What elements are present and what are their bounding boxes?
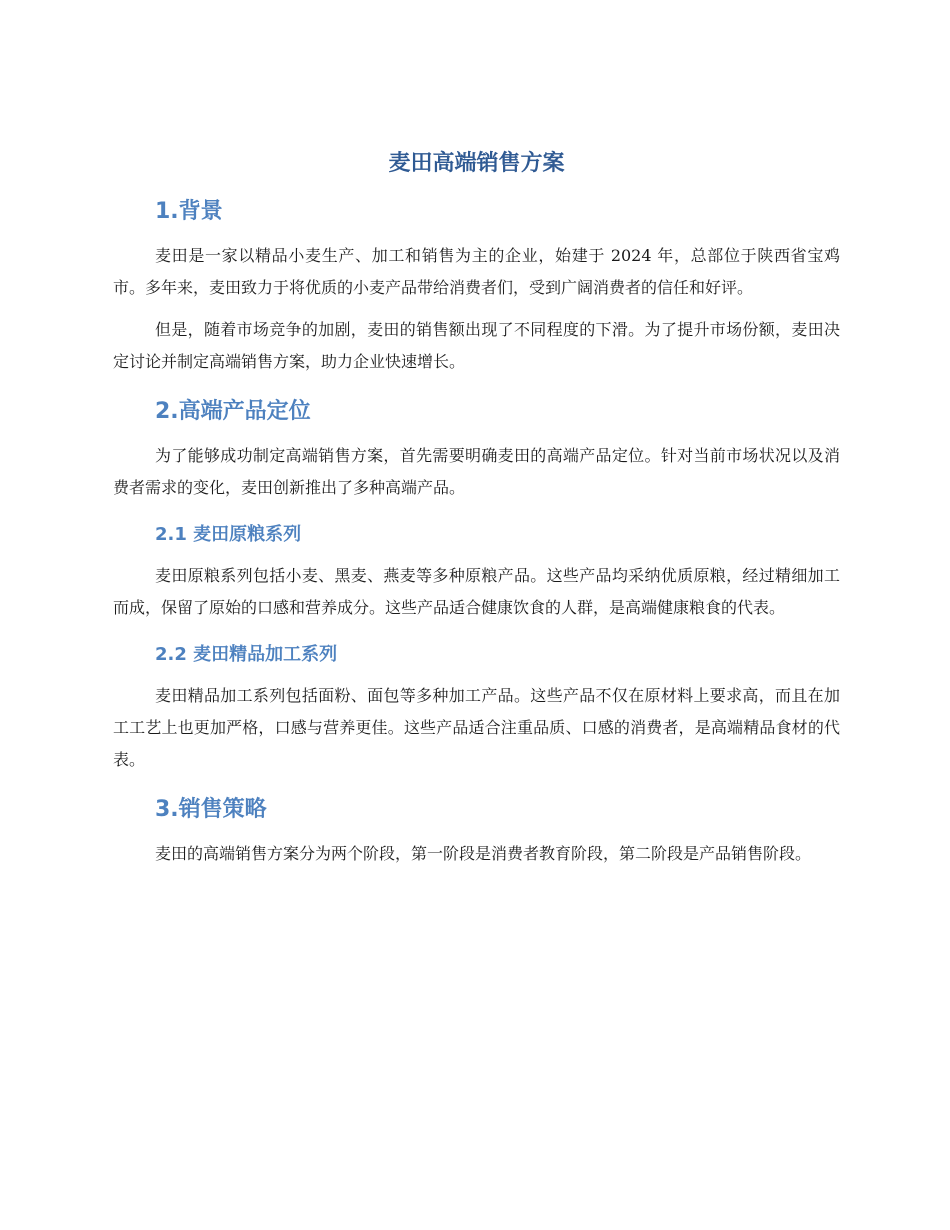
- subsection-heading-processed: 2.2 麦田精品加工系列: [155, 644, 338, 665]
- processed-paragraph: 麦田精品加工系列包括面粉、面包等多种加工产品。这些产品不仅在原材料上要求高，而且在加工工艺上也更加严格，口感与营养更佳。这些产品适合注重品质、口感的消费者，是高端精品食材的代表。: [113, 686, 840, 769]
- positioning-paragraph-1: 为了能够成功制定高端销售方案，首先需要明确麦田的高端产品定位。针对当前市场状况以及消费者需求的变化，麦田创新推出了多种高端产品。: [113, 446, 840, 497]
- section-heading-background: 1.背景: [155, 199, 223, 224]
- background-paragraph-2: 但是，随着市场竞争的加剧，麦田的销售额出现了不同程度的下滑。为了提升市场份额，麦田决定讨论并制定高端销售方案，助力企业快速增长。: [113, 320, 840, 371]
- subsection-heading-raw-grain: 2.1 麦田原粮系列: [155, 524, 302, 545]
- section-heading-strategy: 3.销售策略: [155, 797, 267, 822]
- strategy-paragraph-1: 麦田的高端销售方案分为两个阶段，第一阶段是消费者教育阶段，第二阶段是产品销售阶段。: [155, 844, 812, 863]
- raw-grain-paragraph: 麦田原粮系列包括小麦、黑麦、燕麦等多种原粮产品。这些产品均采纳优质原粮，经过精细加工而成，保留了原始的口感和营养成分。这些产品适合健康饮食的人群，是高端健康粮食的代表。: [113, 566, 840, 617]
- background-paragraph-1: 麦田是一家以精品小麦生产、加工和销售为主的企业，始建于 2024 年，总部位于陕西省宝鸡市。多年来，麦田致力于将优质的小麦产品带给消费者们，受到广阔消费者的信任和好评。: [113, 246, 840, 297]
- section-heading-positioning: 2.高端产品定位: [155, 399, 311, 424]
- document-body: [113, 146, 840, 880]
- document-title: 麦田高端销售方案: [388, 151, 565, 176]
